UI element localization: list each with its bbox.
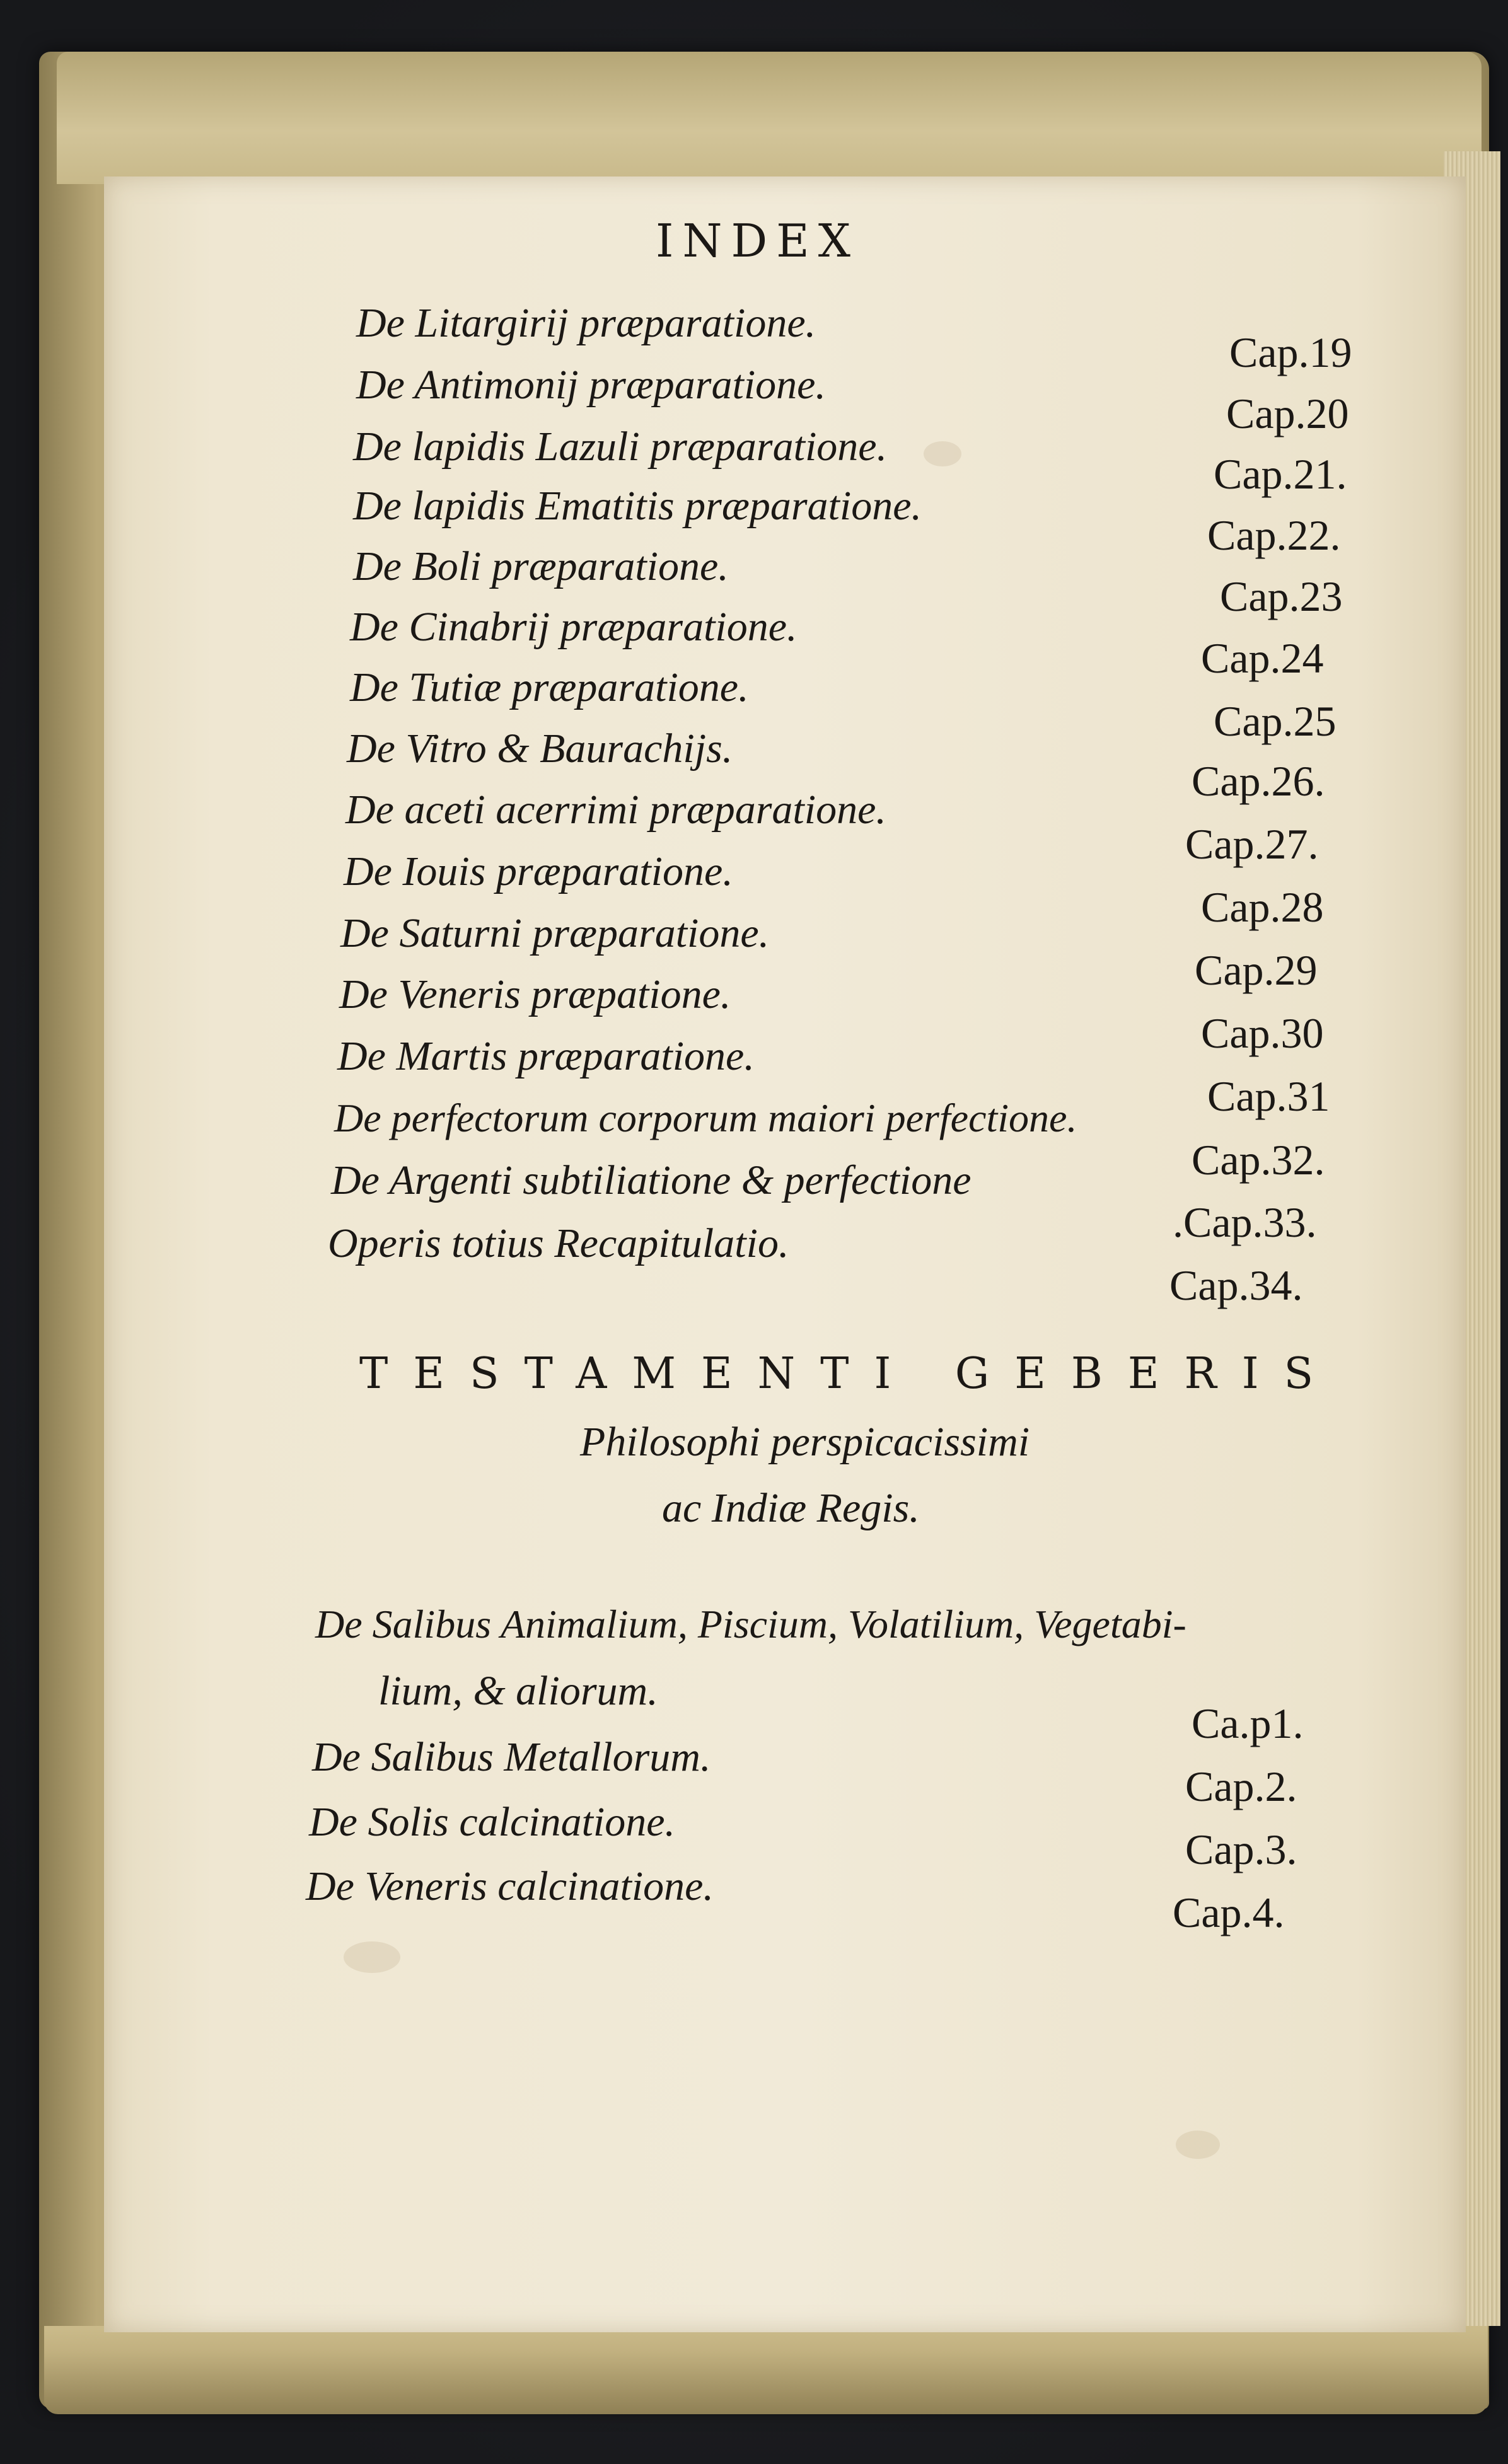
index-entry-title: De Antimonij præparatione. xyxy=(356,362,826,408)
index-entry-title: De lapidis Lazuli præparatione. xyxy=(353,424,888,470)
binding-top-edge xyxy=(57,52,1482,184)
index-entry-title: De Cinabrij præparatione. xyxy=(350,604,798,650)
running-head: INDEX xyxy=(656,214,859,267)
section-heading: TESTAMENTI GEBERIS xyxy=(359,1349,1339,1399)
index-entry-cap: Cap.22. xyxy=(1207,511,1341,559)
index-entry-title: De Boli præparatione. xyxy=(353,543,729,589)
index-entry-cap: Cap.26. xyxy=(1192,757,1325,805)
index-entry-title: De Vitro & Baurachijs. xyxy=(347,726,733,772)
section-entry-cap: Cap.4. xyxy=(1173,1888,1285,1936)
index-entry-cap: Cap.32. xyxy=(1192,1136,1325,1184)
index-entry-title: De aceti acerrimi præparatione. xyxy=(345,787,886,833)
index-entry-cap: Cap.19 xyxy=(1229,328,1352,376)
section-entry-cap: Cap.2. xyxy=(1185,1762,1297,1810)
foxing-spot xyxy=(1176,2131,1220,2159)
index-entry-cap: Cap.30 xyxy=(1201,1009,1324,1057)
section-entry-cap: Ca.p1. xyxy=(1192,1699,1304,1747)
section-subheading-1: Philosophi perspicacissimi xyxy=(580,1419,1030,1465)
index-entry-title: De lapidis Ematitis præparatione. xyxy=(353,483,922,529)
index-entry-cap: Cap.34. xyxy=(1169,1261,1303,1309)
index-entry-cap: Cap.29 xyxy=(1195,946,1318,994)
index-entry-cap: Cap.20 xyxy=(1226,390,1349,437)
index-entry-cap: Cap.24 xyxy=(1201,634,1324,682)
foxing-spot xyxy=(924,441,961,466)
index-entry-title: De Saturni præparatione. xyxy=(340,910,770,956)
index-entry-cap: Cap.27. xyxy=(1185,820,1319,868)
section-subheading-2: ac Indiæ Regis. xyxy=(662,1485,920,1531)
binding-bottom-edge xyxy=(44,2326,1488,2414)
index-entry-cap: Cap.21. xyxy=(1214,450,1347,498)
section-entry-title: lium, & aliorum. xyxy=(378,1668,658,1714)
index-entry-cap: .Cap.33. xyxy=(1173,1198,1317,1246)
index-entry-title: De Martis præparatione. xyxy=(337,1033,755,1079)
index-entry-cap: Cap.31 xyxy=(1207,1072,1330,1120)
index-entry-title: De Iouis præparatione. xyxy=(344,848,733,894)
section-entry-title: De Veneris calcinatione. xyxy=(306,1863,714,1909)
index-entry-cap: Cap.23 xyxy=(1220,572,1343,620)
index-entry-cap: Cap.28 xyxy=(1201,883,1324,931)
section-entry-title: De Salibus Metallorum. xyxy=(312,1734,711,1780)
index-entry-title: De Litargirij præparatione. xyxy=(356,300,816,346)
section-entry-title: De Solis calcinatione. xyxy=(309,1799,676,1845)
section-entry-title: De Salibus Animalium, Piscium, Volatilium, Vegetabi- xyxy=(315,1602,1186,1646)
index-entry-title: De Veneris præpatione. xyxy=(339,971,731,1017)
foxing-spot xyxy=(344,1941,400,1973)
index-entry-cap: Cap.25 xyxy=(1214,697,1337,745)
section-entry-cap: Cap.3. xyxy=(1185,1825,1297,1873)
index-entry-title: De Argenti subtiliatione & perfectione xyxy=(331,1157,972,1203)
index-entry-title: Operis totius Recapitulatio. xyxy=(328,1220,789,1266)
index-entry-title: De Tutiæ præparatione. xyxy=(350,664,749,710)
index-entry-title: De perfectorum corporum maiori perfectione. xyxy=(334,1096,1077,1140)
